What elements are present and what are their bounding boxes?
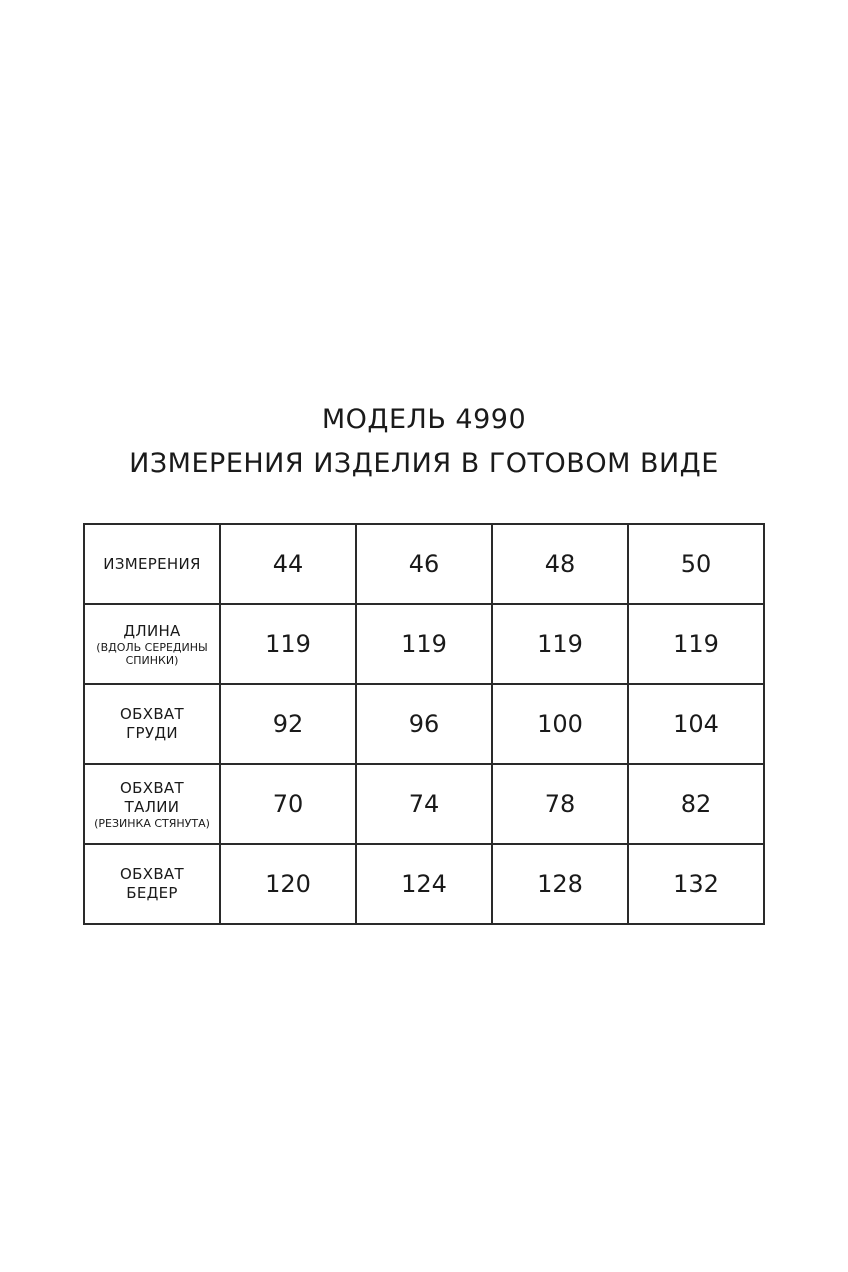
row-label: ОБХВАТ <box>120 865 184 883</box>
value-cell: 119 <box>492 604 628 684</box>
row-label-cell <box>84 604 220 684</box>
table-row <box>84 844 764 924</box>
size-header-cell: 44 <box>220 524 356 604</box>
value-cell: 78 <box>492 764 628 844</box>
header-label: ИЗМЕРЕНИЯ <box>103 554 201 573</box>
row-label: БЕДЕР <box>126 884 178 902</box>
value-cell: 119 <box>356 604 492 684</box>
size-header-cell: 46 <box>356 524 492 604</box>
size-header-cell: 50 <box>628 524 764 604</box>
value-cell: 120 <box>220 844 356 924</box>
value-cell: 104 <box>628 684 764 764</box>
row-label: ГРУДИ <box>126 724 178 742</box>
row-note: СПИНКИ) <box>125 653 179 667</box>
table-row <box>84 604 764 684</box>
value-cell: 100 <box>492 684 628 764</box>
value-cell: 132 <box>628 844 764 924</box>
size-chart-table <box>83 523 765 925</box>
row-label-cell <box>84 684 220 764</box>
row-label-cell <box>84 844 220 924</box>
row-label: ТАЛИИ <box>124 797 180 816</box>
value-cell: 119 <box>220 604 356 684</box>
value-cell: 128 <box>492 844 628 924</box>
row-note: (ВДОЛЬ СЕРЕДИНЫ <box>96 640 208 654</box>
header-label-cell <box>84 524 220 604</box>
row-label: ОБХВАТ <box>120 705 184 723</box>
value-cell: 74 <box>356 764 492 844</box>
model-title: МОДЕЛЬ 4990 <box>321 404 527 435</box>
row-label: ДЛИНА <box>123 621 181 640</box>
row-note: (РЕЗИНКА СТЯНУТА) <box>94 816 210 830</box>
table-header-row <box>84 524 764 604</box>
size-header-cell: 48 <box>492 524 628 604</box>
value-cell: 92 <box>220 684 356 764</box>
row-label: ОБХВАТ <box>120 778 184 797</box>
value-cell: 82 <box>628 764 764 844</box>
measurements-subtitle: ИЗМЕРЕНИЯ ИЗДЕЛИЯ В ГОТОВОМ ВИДЕ <box>129 448 719 479</box>
table-row <box>84 764 764 844</box>
value-cell: 70 <box>220 764 356 844</box>
value-cell: 119 <box>628 604 764 684</box>
row-label-cell <box>84 764 220 844</box>
table-row <box>84 684 764 764</box>
value-cell: 96 <box>356 684 492 764</box>
value-cell: 124 <box>356 844 492 924</box>
